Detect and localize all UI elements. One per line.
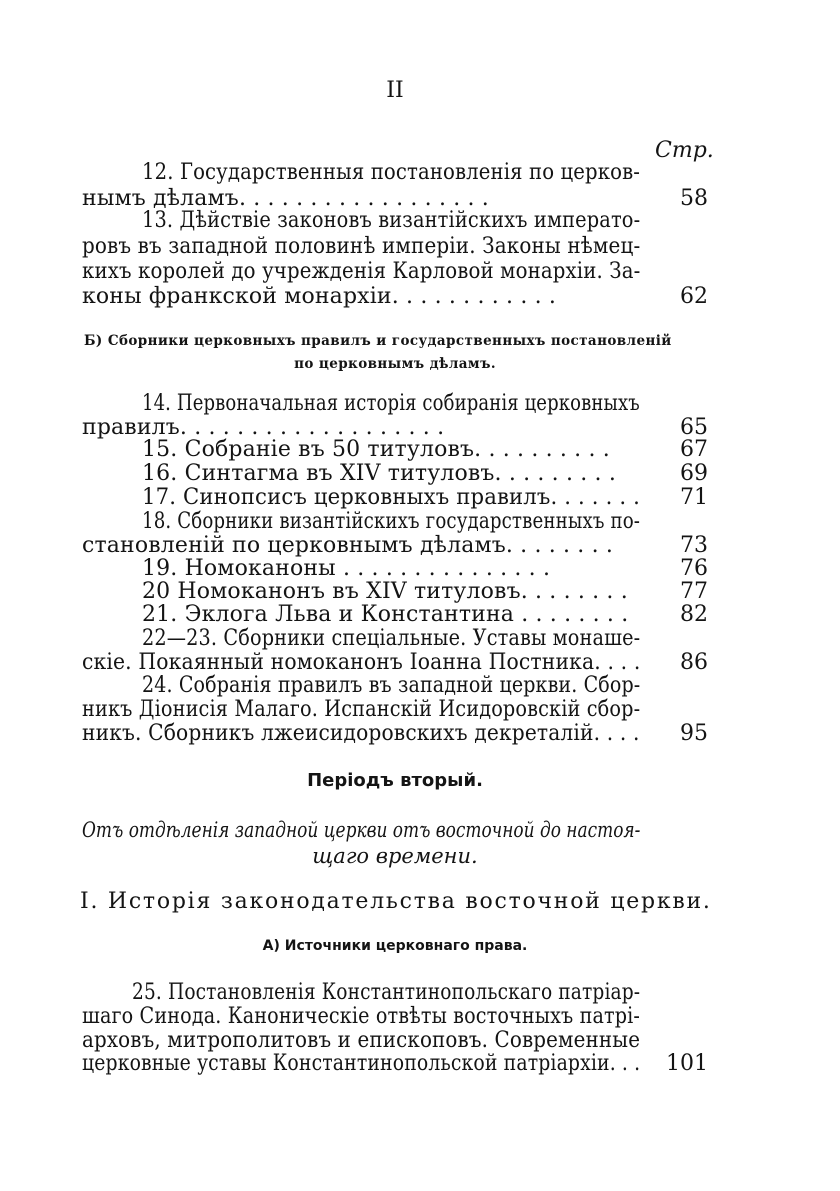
toc-entry-25-line-2: шаго Синода. Каноническіе отвѣты восточныхъ патрі- [82,1004,641,1029]
toc-entry-13-line-1: 13. Дѣйствіе законовъ византійскихъ императо- [142,208,641,233]
toc-entry-13-line-3: кихъ королей до учрежденія Карловой монархіи. За- [82,259,641,284]
toc-entry-25-line-4: церковные уставы Константинопольской патріархіи. . . [82,1051,641,1076]
toc-entry-13-page: 62 [680,284,708,309]
period-subtitle-line-1: Отъ отдѣленія западной церкви отъ восточной до настоя- [82,818,641,842]
toc-entry-13-line-2: ровъ въ западной половинѣ имперіи. Законы нѣмец- [82,234,641,259]
toc-entry-22-23-line-1: 22—23. Сборники спеціальные. Уставы монаше- [142,626,641,651]
toc-entry-14-page: 65 [680,415,708,440]
toc-entry-21-line-1: 21. Эклога Льва и Константина . . . . . . . . [142,602,629,627]
toc-entry-20-page: 77 [680,579,708,604]
running-page-number: II [386,78,404,103]
toc-entry-19-line-1: 19. Номоканоны . . . . . . . . . . . . . . . [142,556,551,581]
toc-entry-14-line-1: 14. Первоначальная исторія собиранія церковныхъ [142,391,640,416]
section-a-heading: А) Источники церковнаго права. [262,938,528,954]
toc-entry-24-line-1: 24. Собранія правилъ въ западной церкви. Сбор- [142,673,641,698]
toc-entry-18-line-2: становленій по церковнымъ дѣламъ. . . . . . . . [82,533,614,558]
toc-entry-24-line-3: никъ. Сборникъ лжеисидоровскихъ декреталій. . . . [82,721,640,746]
toc-entry-21-page: 82 [680,602,708,627]
page-column-label: Стр. [655,138,714,163]
part-i-heading: I. Исторія законодательства восточной церкви. [80,888,712,914]
toc-entry-17-line-1: 17. Синопсисъ церковныхъ правилъ. . . . . . . [142,485,640,510]
toc-entry-14-line-2: правилъ. . . . . . . . . . . . . . . . . . . [82,415,445,440]
section-b-heading-line-1: Б) Сборники церковныхъ правилъ и государственныхъ постановленій [84,333,672,349]
period-subtitle-line-2: щаго времени. [312,844,478,868]
toc-entry-17-page: 71 [680,485,708,510]
toc-entry-12-line-2: нымъ дѣламъ. . . . . . . . . . . . . . . . . . [82,186,489,211]
toc-entry-13-line-4: коны франкской монархіи. . . . . . . . . . . . [82,284,557,309]
toc-entry-24-page: 95 [680,721,708,746]
toc-entry-15-line-1: 15. Собраніе въ 50 титуловъ. . . . . . . . . . [142,437,610,462]
toc-entry-25-page: 101 [666,1051,708,1076]
section-b-heading-line-2: по церковнымъ дѣламъ. [294,356,496,372]
toc-entry-18-page: 73 [680,533,708,558]
toc-entry-15-page: 67 [680,437,708,462]
toc-entry-16-page: 69 [680,461,708,486]
period-heading: Періодъ вторый. [307,770,483,791]
toc-entry-25-line-3: арховъ, митрополитовъ и епископовъ. Современные [82,1028,641,1053]
toc-entry-25-line-1: 25. Постановленія Константинопольскаго патріар- [132,980,641,1005]
toc-entry-20-line-1: 20 Номоканонъ въ XIV титуловъ. . . . . . . . [142,579,628,604]
toc-entry-16-line-1: 16. Синтагма въ XIV титуловъ. . . . . . . . . [142,461,616,486]
toc-entry-12-line-1: 12. Государственныя постановленія по церков- [142,160,641,185]
toc-entry-18-line-1: 18. Сборники византійскихъ государственныхъ по- [142,509,641,534]
toc-entry-12-page: 58 [680,186,708,211]
toc-entry-24-line-2: никъ Діонисія Малаго. Испанскій Исидоровскій сбор- [82,697,641,722]
toc-entry-19-page: 76 [680,556,708,581]
toc-entry-22-23-page: 86 [680,650,708,675]
toc-entry-22-23-line-2: скіе. Покаянный номоканонъ Іоанна Постника. . . . [82,650,641,675]
